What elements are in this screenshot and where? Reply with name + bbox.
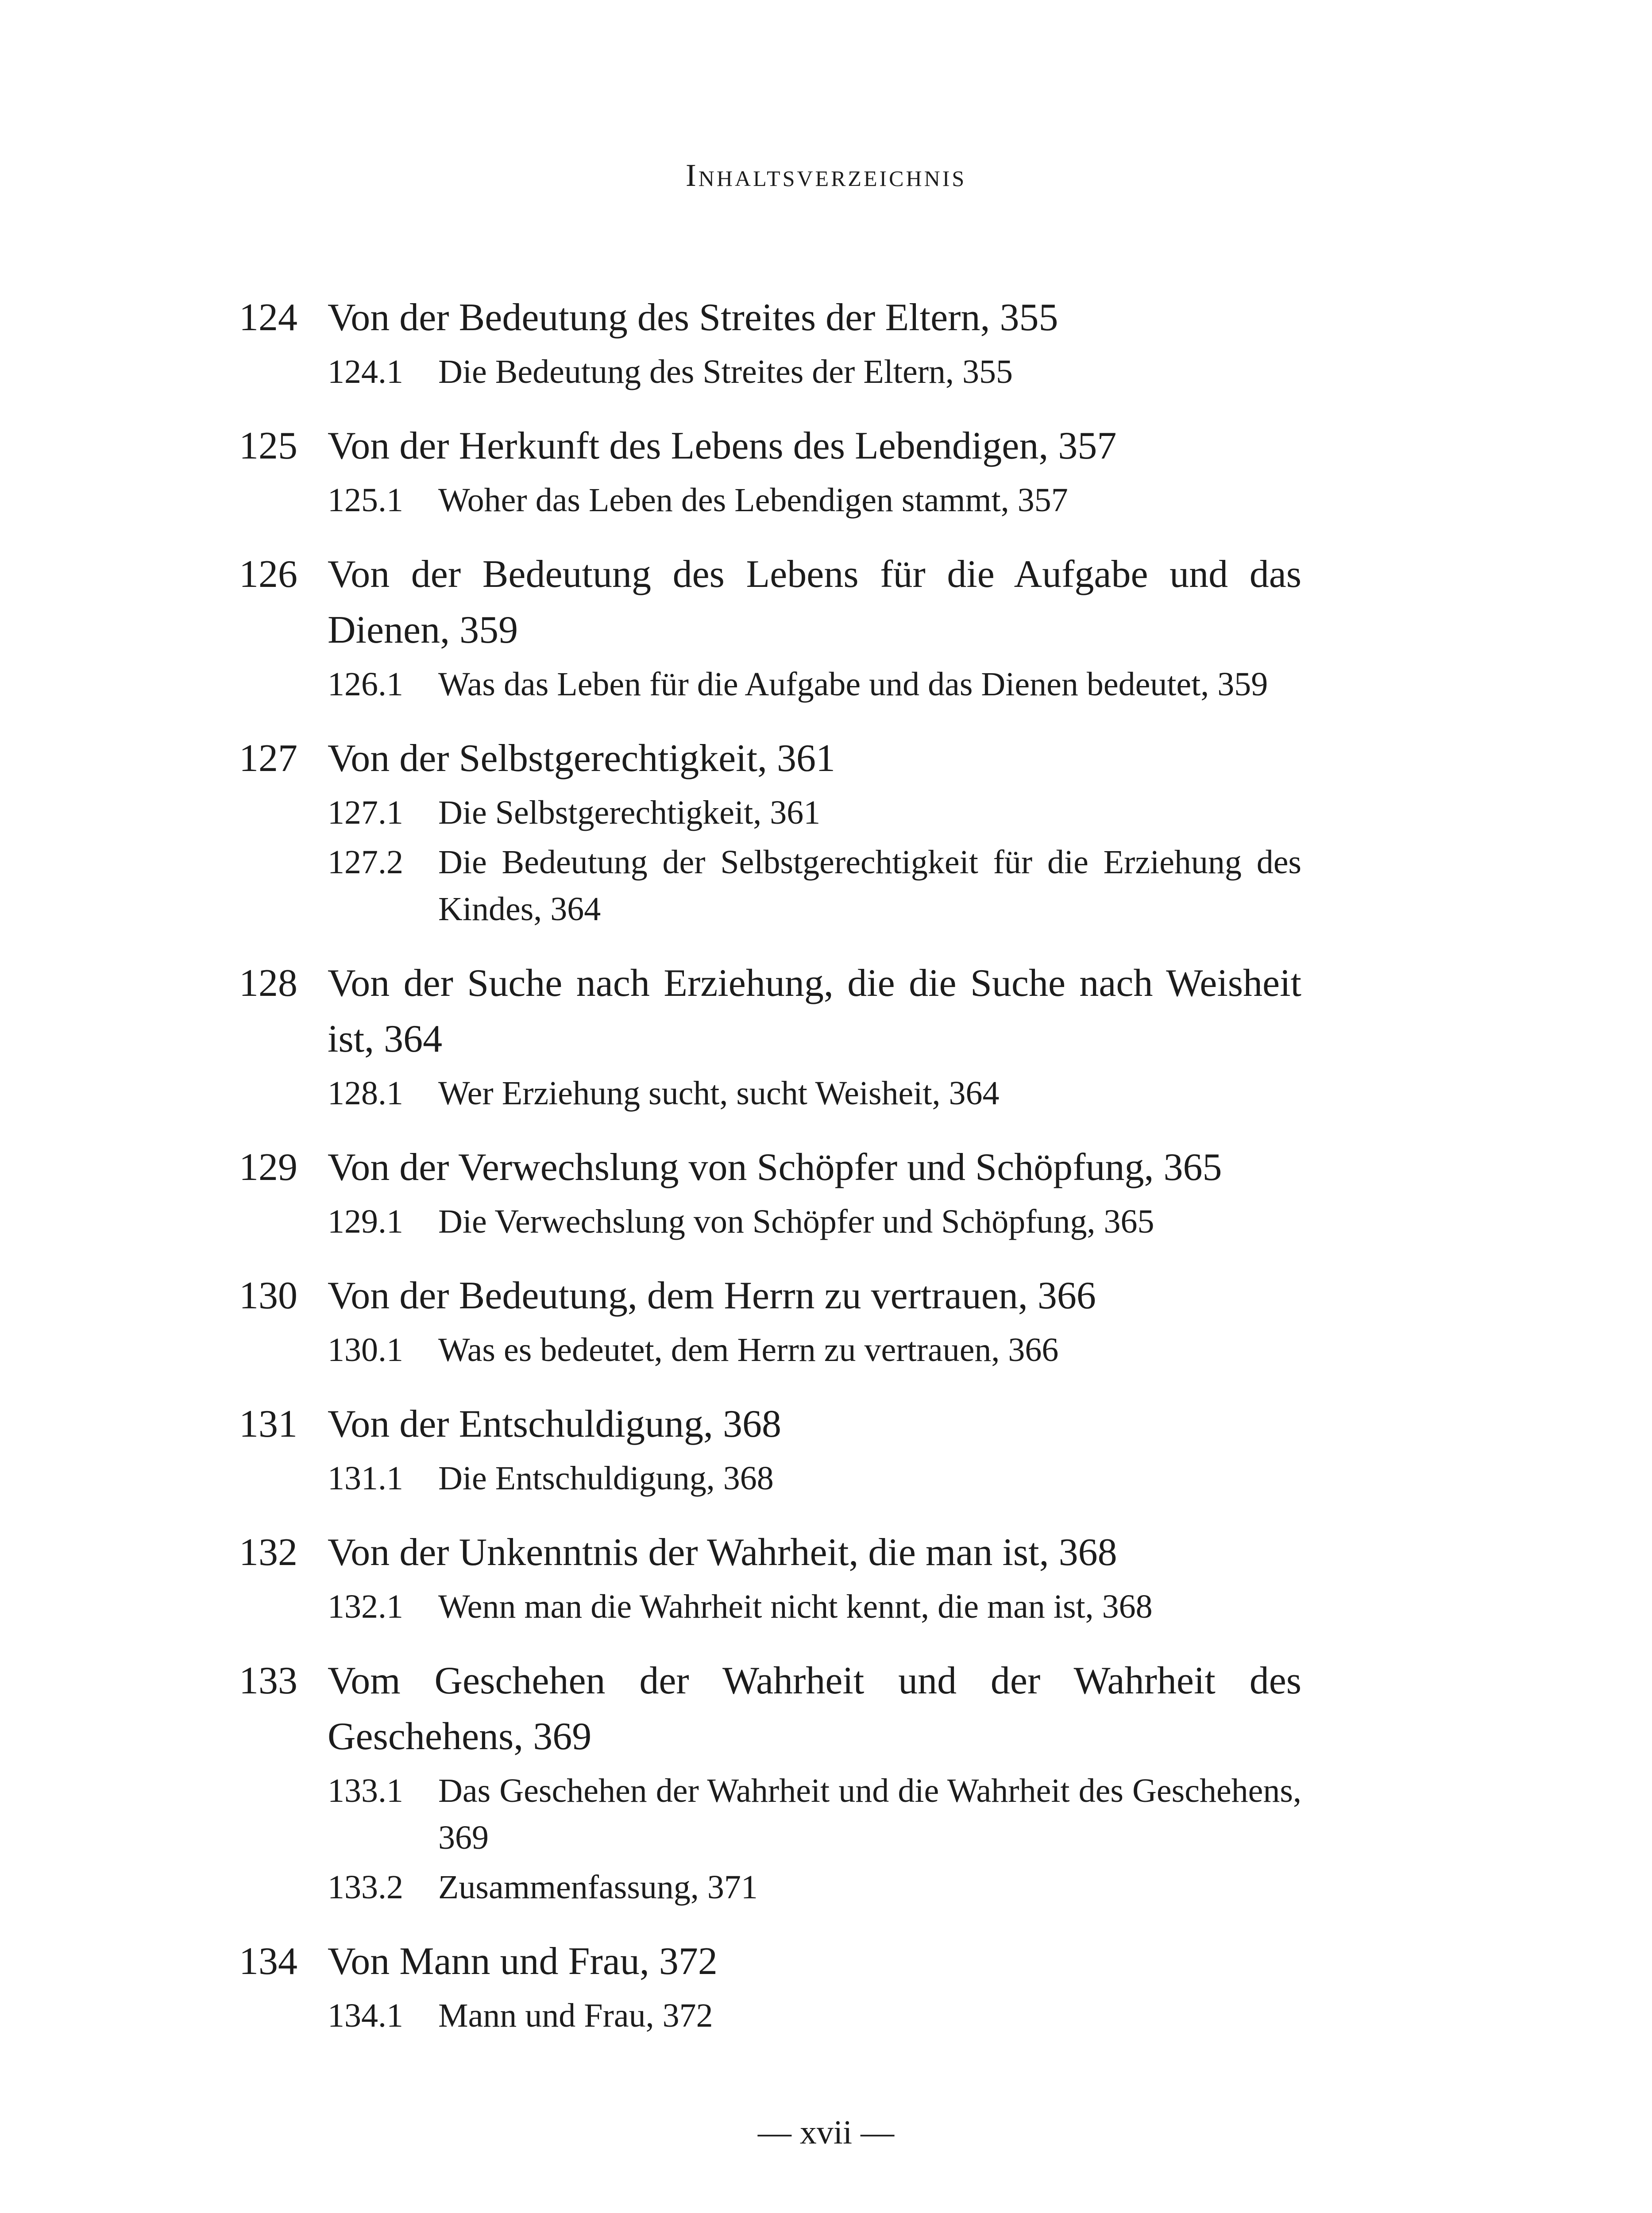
section-number: 133.2 bbox=[328, 1869, 403, 1906]
toc-chapter-entry[interactable] bbox=[239, 1525, 1301, 1581]
toc-chapter bbox=[239, 1396, 1301, 1502]
section-number: 134.1 bbox=[328, 1997, 403, 2034]
page-number: — xvii — bbox=[757, 2114, 895, 2151]
chapter-title: Von der Suche nach Erziehung, die die Suche nach Weisheit ist, 364 bbox=[328, 962, 1301, 1060]
toc-chapter-entry[interactable] bbox=[239, 1140, 1301, 1195]
section-number: 130.1 bbox=[328, 1331, 403, 1369]
toc-section-entry[interactable] bbox=[328, 348, 1301, 395]
toc-chapter-entry[interactable] bbox=[239, 1396, 1301, 1452]
toc-chapter bbox=[239, 956, 1301, 1117]
section-title: Mann und Frau, 372 bbox=[438, 1997, 713, 2034]
section-number: 124.1 bbox=[328, 353, 403, 390]
section-number: 127.2 bbox=[328, 844, 403, 881]
toc-section-entry[interactable] bbox=[328, 1767, 1301, 1861]
section-number: 127.1 bbox=[328, 794, 403, 831]
toc-chapter-entry[interactable] bbox=[239, 547, 1301, 658]
toc-section-entry[interactable] bbox=[328, 839, 1301, 933]
toc-chapter bbox=[239, 1525, 1301, 1630]
chapter-number: 126 bbox=[239, 553, 297, 596]
toc-chapter bbox=[239, 418, 1301, 524]
section-number: 128.1 bbox=[328, 1075, 403, 1112]
toc-section-entry[interactable] bbox=[328, 1198, 1301, 1245]
section-number: 133.1 bbox=[328, 1772, 403, 1809]
toc-section-entry[interactable] bbox=[328, 1992, 1301, 2039]
section-number: 132.1 bbox=[328, 1588, 403, 1625]
chapter-title: Von der Bedeutung des Lebens für die Aufgabe und das Dienen, 359 bbox=[328, 553, 1301, 652]
toc-chapter bbox=[239, 290, 1301, 395]
toc-chapter-entry[interactable] bbox=[239, 1934, 1301, 1989]
toc-chapter-entry[interactable] bbox=[239, 731, 1301, 787]
chapter-number: 130 bbox=[239, 1274, 297, 1317]
toc-section-entry[interactable] bbox=[328, 1455, 1301, 1502]
chapter-number: 133 bbox=[239, 1659, 297, 1702]
chapter-number: 129 bbox=[239, 1146, 297, 1189]
section-title: Das Geschehen der Wahrheit und die Wahrheit des Geschehens, 369 bbox=[438, 1772, 1301, 1856]
section-title: Wenn man die Wahrheit nicht kennt, die man ist, 368 bbox=[438, 1588, 1153, 1625]
toc-section-entry[interactable] bbox=[328, 1864, 1301, 1911]
section-number: 131.1 bbox=[328, 1460, 403, 1497]
section-title: Die Bedeutung der Selbstgerechtigkeit für die Erziehung des Kindes, 364 bbox=[438, 844, 1301, 928]
section-title: Die Entschuldigung, 368 bbox=[438, 1460, 774, 1497]
chapter-number: 131 bbox=[239, 1403, 297, 1446]
chapter-title: Von Mann und Frau, 372 bbox=[328, 1940, 718, 1983]
section-title: Die Bedeutung des Streites der Eltern, 355 bbox=[438, 353, 1013, 390]
chapter-number: 128 bbox=[239, 962, 297, 1005]
toc-section-entry[interactable] bbox=[328, 661, 1301, 708]
chapter-number: 132 bbox=[239, 1531, 297, 1574]
section-title: Die Verwechslung von Schöpfer und Schöpfung, 365 bbox=[438, 1203, 1154, 1240]
section-title: Die Selbstgerechtigkeit, 361 bbox=[438, 794, 821, 831]
chapter-title: Von der Entschuldigung, 368 bbox=[328, 1403, 781, 1446]
section-title: Was es bedeutet, dem Herrn zu vertrauen, 366 bbox=[438, 1331, 1059, 1369]
toc-chapter bbox=[239, 1268, 1301, 1373]
chapter-number: 124 bbox=[239, 296, 297, 339]
toc-chapter-entry[interactable] bbox=[239, 1653, 1301, 1765]
toc-chapter-entry[interactable] bbox=[239, 290, 1301, 346]
section-number: 125.1 bbox=[328, 482, 403, 519]
toc-section-entry[interactable] bbox=[328, 1326, 1301, 1373]
section-number: 126.1 bbox=[328, 666, 403, 703]
chapter-number: 127 bbox=[239, 737, 297, 780]
chapter-number: 125 bbox=[239, 424, 297, 467]
toc-chapter-entry[interactable] bbox=[239, 1268, 1301, 1324]
running-head: Inhaltsverzeichnis bbox=[685, 158, 967, 193]
toc-section-entry[interactable] bbox=[328, 789, 1301, 836]
chapter-title: Von der Herkunft des Lebens des Lebendigen, 357 bbox=[328, 424, 1117, 467]
section-title: Woher das Leben des Lebendigen stammt, 357 bbox=[438, 482, 1068, 519]
chapter-number: 134 bbox=[239, 1940, 297, 1983]
toc-chapter bbox=[239, 731, 1301, 933]
chapter-title: Von der Unkenntnis der Wahrheit, die man ist, 368 bbox=[328, 1531, 1117, 1574]
chapter-title: Von der Verwechslung von Schöpfer und Schöpfung, 365 bbox=[328, 1146, 1222, 1189]
toc-chapter bbox=[239, 1140, 1301, 1245]
section-number: 129.1 bbox=[328, 1203, 403, 1240]
table-of-contents bbox=[239, 290, 1301, 2062]
toc-section-entry[interactable] bbox=[328, 477, 1301, 524]
section-title: Zusammenfassung, 371 bbox=[438, 1869, 758, 1906]
toc-section-entry[interactable] bbox=[328, 1070, 1301, 1117]
section-title: Was das Leben für die Aufgabe und das Dienen bedeutet, 359 bbox=[438, 666, 1268, 703]
section-title: Wer Erziehung sucht, sucht Weisheit, 364 bbox=[438, 1075, 1000, 1112]
chapter-title: Von der Bedeutung, dem Herrn zu vertrauen, 366 bbox=[328, 1274, 1096, 1317]
toc-chapter-entry[interactable] bbox=[239, 956, 1301, 1067]
toc-section-entry[interactable] bbox=[328, 1583, 1301, 1630]
toc-chapter-entry[interactable] bbox=[239, 418, 1301, 474]
toc-chapter bbox=[239, 547, 1301, 708]
chapter-title: Von der Selbstgerechtigkeit, 361 bbox=[328, 737, 836, 780]
chapter-title: Vom Geschehen der Wahrheit und der Wahrheit des Geschehens, 369 bbox=[328, 1659, 1301, 1758]
chapter-title: Von der Bedeutung des Streites der Eltern, 355 bbox=[328, 296, 1058, 339]
toc-chapter bbox=[239, 1653, 1301, 1911]
toc-chapter bbox=[239, 1934, 1301, 2039]
